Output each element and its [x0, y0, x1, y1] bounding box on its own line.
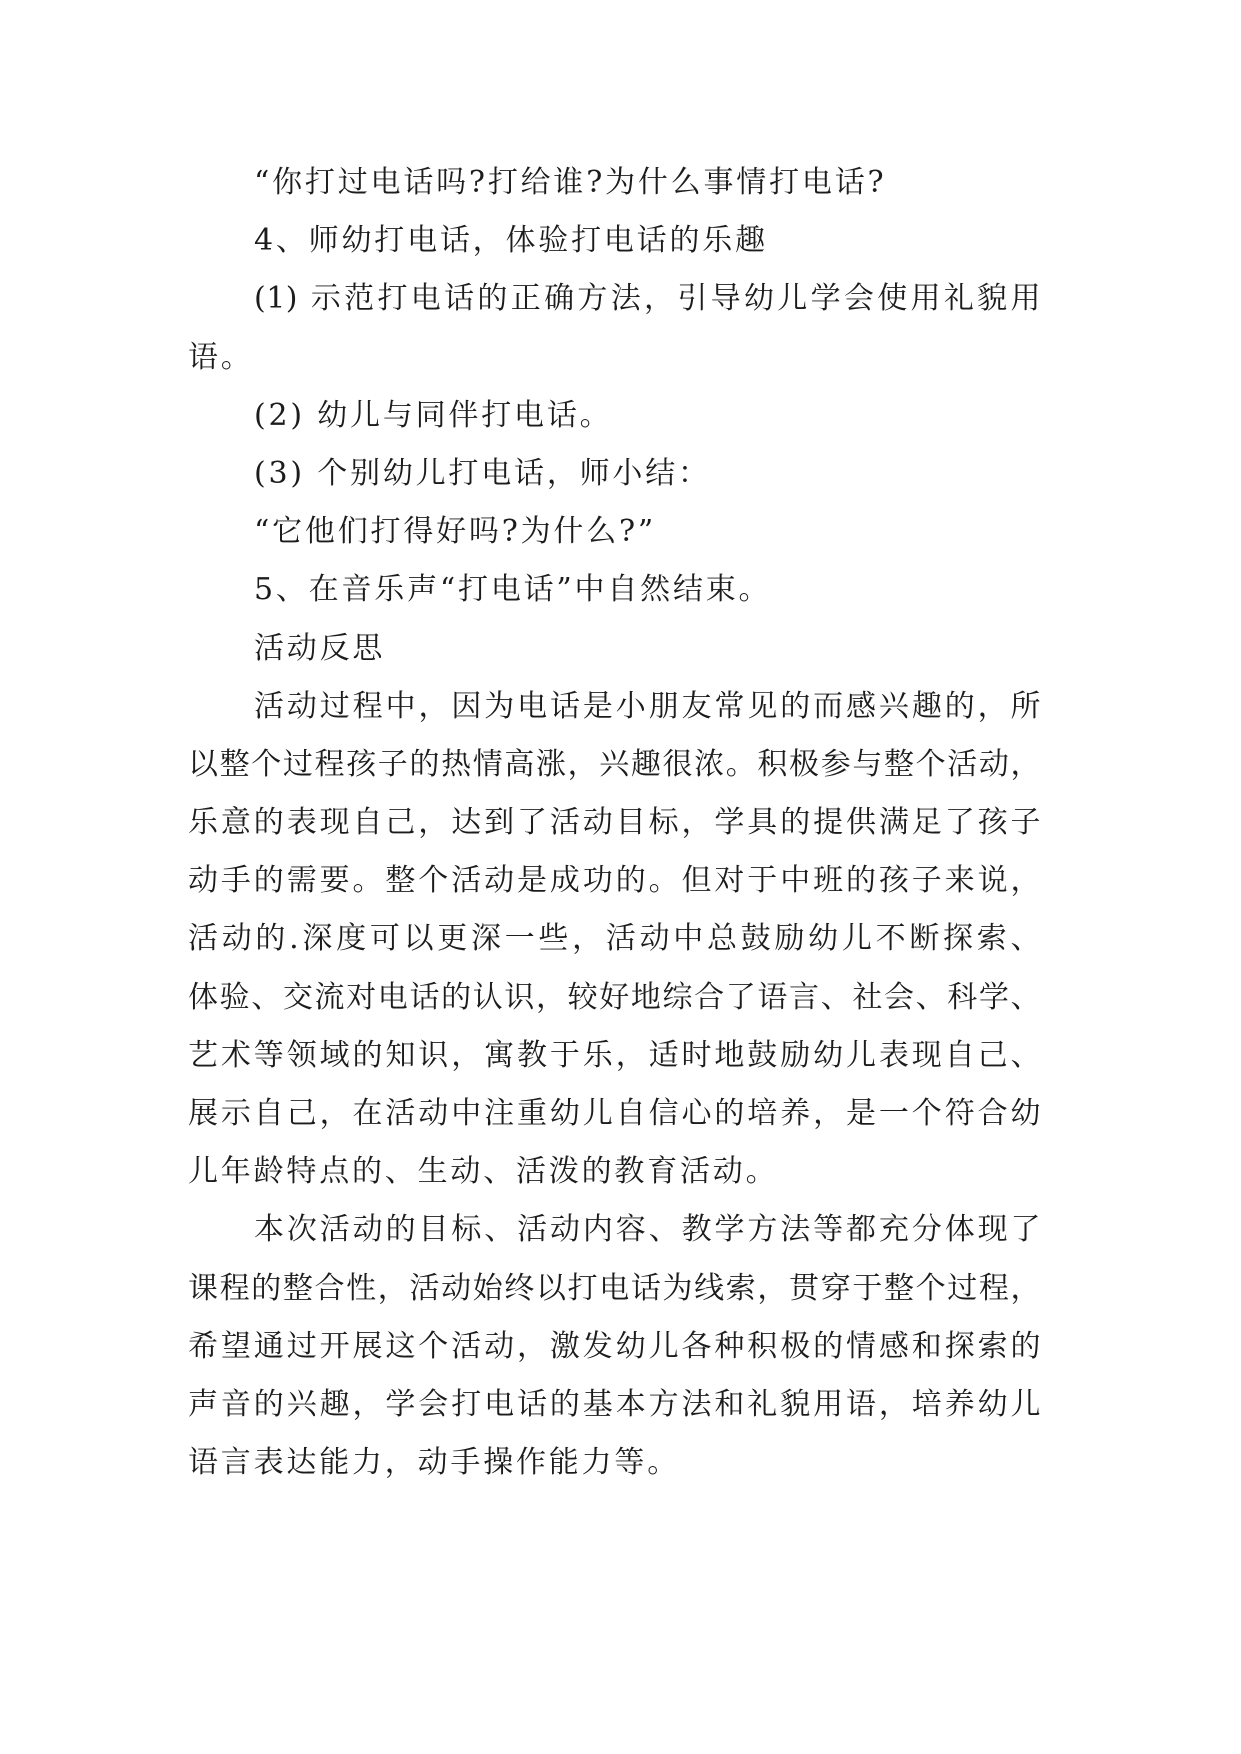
step-heading: 4、师幼打电话，体验打电话的乐趣: [254, 223, 768, 259]
question-line: “你打过电话吗?打给谁?为什么事情打电话?: [254, 165, 887, 200]
step-heading: 5、在音乐声“打电话”中自然结束。: [254, 572, 772, 608]
paragraph-line: 活动过程中，因为电话是小朋友常见的而感兴趣的，所: [254, 688, 1041, 724]
paragraph-line: 艺术等领域的知识，寓教于乐，适时地鼓励幼儿表现自己、: [188, 1037, 1041, 1073]
paragraph-line: 课程的整合性，活动始终以打电话为线索，贯穿于整个过程，: [188, 1270, 1041, 1306]
paragraph-line: 声音的兴趣，学会打电话的基本方法和礼貌用语，培养幼儿: [188, 1386, 1041, 1422]
paragraph-line: 以整个过程孩子的热情高涨，兴趣很浓。积极参与整个活动，: [188, 746, 1041, 782]
paragraph-line: 体验、交流对电话的认识，较好地综合了语言、社会、科学、: [188, 979, 1041, 1015]
section-heading: 活动反思: [254, 630, 386, 666]
paragraph-line: 本次活动的目标、活动内容、教学方法等都充分体现了: [254, 1212, 1041, 1248]
paragraph-line: 乐意的表现自己，达到了活动目标，学具的提供满足了孩子: [188, 805, 1041, 841]
paragraph-line: 展示自己，在活动中注重幼儿自信心的培养，是一个符合幼: [188, 1096, 1041, 1131]
sub-step-line: 语。: [188, 339, 254, 375]
sub-step-line: (3) 个别幼儿打电话，师小结：: [254, 455, 711, 491]
paragraph-line: 儿年龄特点的、生动、活泼的教育活动。: [188, 1154, 779, 1190]
paragraph-line: 动手的需要。整个活动是成功的。但对于中班的孩子来说，: [188, 863, 1041, 899]
question-line: “它他们打得好吗?为什么?”: [254, 514, 657, 550]
paragraph-line: 语言表达能力，动手操作能力等。: [188, 1445, 680, 1481]
document-body: [188, 154, 1041, 1492]
paragraph-line: 活动的.深度可以更深一些，活动中总鼓励幼儿不断探索、: [188, 921, 1041, 957]
sub-step-line: (2) 幼儿与同伴打电话。: [254, 397, 613, 433]
paragraph-line: 希望通过开展这个活动，激发幼儿各种积极的情感和探索的: [188, 1328, 1041, 1364]
sub-step-line: (1) 示范打电话的正确方法，引导幼儿学会使用礼貌用: [254, 281, 1041, 317]
